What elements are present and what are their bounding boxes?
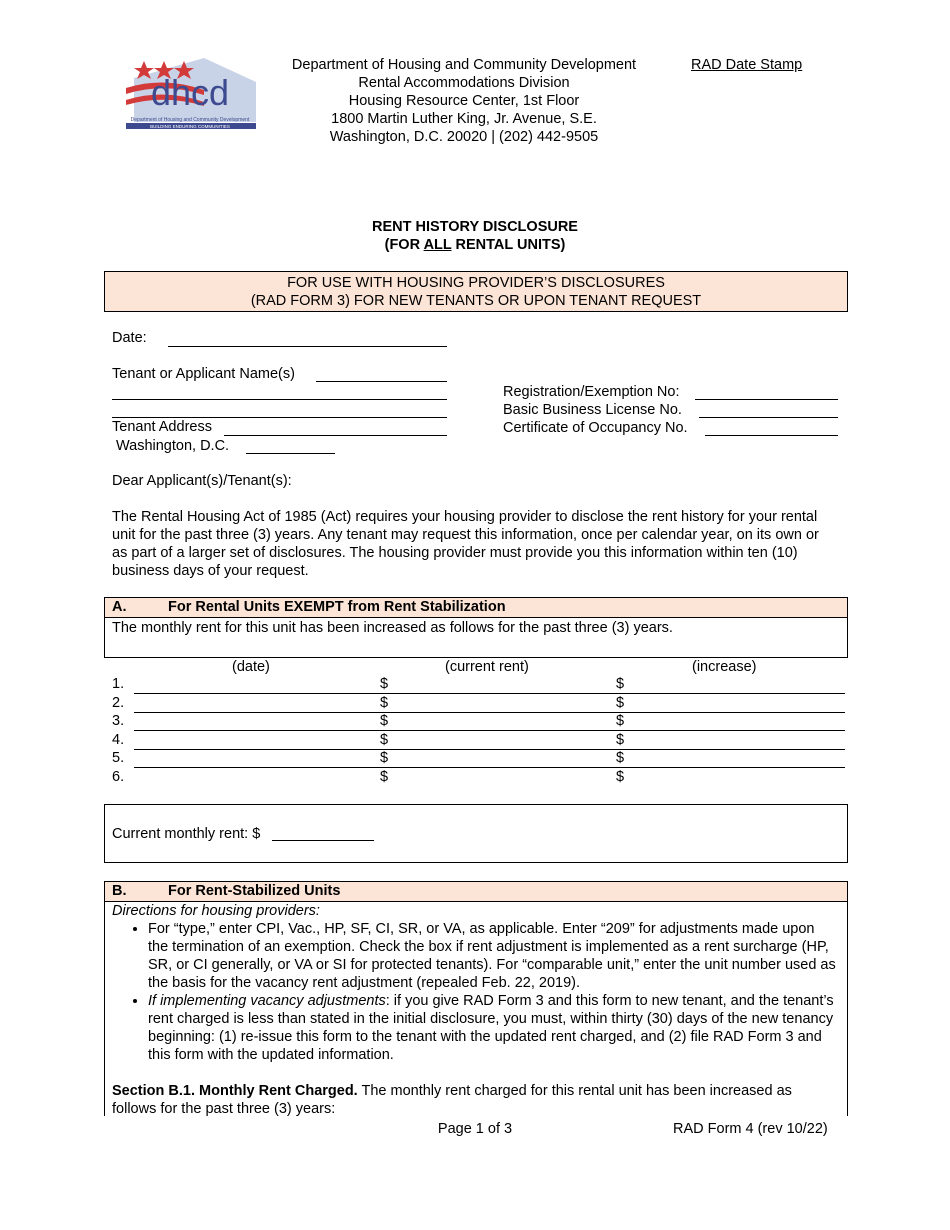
current-rent-currency: $ <box>380 769 389 785</box>
increase-currency: $ <box>616 695 625 711</box>
tenant-address-label: Tenant Address <box>112 419 212 435</box>
current-rent-currency: $ <box>380 713 389 729</box>
occupancy-label: Certificate of Occupancy No. <box>503 420 688 436</box>
title-text: (FOR <box>384 237 424 253</box>
section-title: For Rent-Stabilized Units <box>168 883 341 899</box>
section-letter: B. <box>112 883 127 899</box>
address-line: Washington, D.C. 20020 | (202) 442-9505 <box>329 129 599 145</box>
svg-text:Department of Housing and Comm: Department of Housing and Community Development <box>130 117 250 123</box>
section-b-body <box>105 902 847 1116</box>
zip-field[interactable] <box>246 453 335 454</box>
license-field[interactable] <box>699 417 838 418</box>
tenant-name-label: Tenant or Applicant Name(s) <box>112 366 295 382</box>
section-letter: A. <box>112 599 127 615</box>
row-number: 4. <box>112 732 125 748</box>
section-a-body: The monthly rent for this unit has been increased as follows for the past three (3) years. <box>112 620 673 636</box>
rent-history-row-line[interactable] <box>134 730 845 731</box>
rent-history-row-line[interactable] <box>134 712 845 713</box>
section-b-header <box>105 882 847 902</box>
form-title <box>275 218 675 254</box>
increase-currency: $ <box>616 676 625 692</box>
city-label: Washington, D.C. <box>116 438 230 454</box>
increase-currency: $ <box>616 769 625 785</box>
row-number: 6. <box>112 769 125 785</box>
usage-notice <box>104 271 848 312</box>
rad-date-stamp: RAD Date Stamp <box>691 57 803 73</box>
dhcd-logo <box>124 58 258 130</box>
tenant-name-field[interactable] <box>316 381 447 382</box>
section-a-header <box>105 598 847 618</box>
form-version: RAD Form 4 (rev 10/22) <box>673 1121 828 1137</box>
intro-paragraph: The Rental Housing Act of 1985 (Act) requires your housing provider to disclose the rent history for your rental unit for the past three (3) years. Any tenant may request this information, once per calendar year, on its own or as part of a larger set of disclosures. The housing provider must provide you this information within ten (10) business days of your request. <box>112 509 819 579</box>
current-rent-box <box>104 804 848 863</box>
increase-currency: $ <box>616 732 625 748</box>
current-rent-currency: $ <box>380 695 389 711</box>
notice-line: (RAD FORM 3) FOR NEW TENANTS OR UPON TENANT REQUEST <box>250 293 702 309</box>
section-b-box <box>104 881 848 1116</box>
rent-history-row-line[interactable] <box>134 693 845 694</box>
tenant-address-field[interactable] <box>224 435 447 436</box>
section-b1-intro <box>112 1082 837 1116</box>
row-number: 3. <box>112 713 125 729</box>
occupancy-field[interactable] <box>705 435 838 436</box>
current-rent-currency: $ <box>380 676 389 692</box>
svg-text:BUILDING ENDURING COMMUNITIES: BUILDING ENDURING COMMUNITIES <box>150 124 230 129</box>
title-line: RENT HISTORY DISCLOSURE <box>372 219 578 235</box>
address-line: 1800 Martin Luther King, Jr. Avenue, S.E. <box>331 111 597 127</box>
svg-text:dhcd: dhcd <box>150 72 230 113</box>
registration-field[interactable] <box>695 399 838 400</box>
increase-currency: $ <box>616 713 625 729</box>
current-rent-currency: $ <box>380 732 389 748</box>
section-b1-text: The monthly rent charged for this rental unit has been increased as follows for the past three (3) years: <box>112 1083 792 1116</box>
direction-item <box>148 992 837 1064</box>
directions-list <box>112 920 837 1064</box>
page-number: Page 1 of 3 <box>437 1121 513 1137</box>
registration-label: Registration/Exemption No: <box>503 384 680 400</box>
date-label: Date: <box>112 330 147 346</box>
license-label: Basic Business License No. <box>503 402 682 418</box>
title-line <box>275 236 675 254</box>
section-b1-title: Section B.1. Monthly Rent Charged. <box>112 1083 358 1099</box>
direction-item: • For “type,” enter CPI, Vac., HP, SF, CI, SR, or VA, as applicable. Enter “209” for adjustments made upon the termination of an exemption. Check the box if rent adjustment is implemented as a rent surcharge (HP, SR, or CI generally, or VA or SI for protected tenants). For “comparable unit,” enter the unit number used as the basis for the vacancy rent adjustment (repealed Feb. 22, 2019). <box>148 920 837 992</box>
direction-text: : if you give RAD Form 3 and this form to new tenant, and the tenant’s rent charged is less than stated in the initial disclosure, you must, within thirty (30) days of the new tenancy beginning: (1) re-issue this form to the tenant with the updated rent charged, and (2) file RAD Form 3 and this form with the updated information. <box>148 993 834 1063</box>
address-line: Department of Housing and Community Development <box>291 57 637 73</box>
title-emphasis: ALL <box>423 237 452 253</box>
row-number: 5. <box>112 750 125 766</box>
title-text: RENTAL UNITS) <box>451 237 566 253</box>
rent-history-row-line[interactable] <box>134 767 845 768</box>
address-line: Housing Resource Center, 1st Floor <box>348 93 580 109</box>
current-rent-currency: $ <box>380 750 389 766</box>
row-number: 1. <box>112 676 125 692</box>
column-date: (date) <box>232 659 270 675</box>
increase-currency: $ <box>616 750 625 766</box>
date-field[interactable] <box>168 346 447 347</box>
current-rent-field[interactable] <box>272 840 374 841</box>
section-title: For Rental Units EXEMPT from Rent Stabilization <box>168 599 506 615</box>
row-number: 2. <box>112 695 125 711</box>
column-increase: (increase) <box>692 659 757 675</box>
agency-address <box>264 56 664 146</box>
rent-history-row-line[interactable] <box>134 749 845 750</box>
notice-line: FOR USE WITH HOUSING PROVIDER’S DISCLOSURES <box>287 275 665 291</box>
current-rent-label: Current monthly rent: $ <box>112 826 261 842</box>
address-line: Rental Accommodations Division <box>358 75 570 91</box>
directions-label: Directions for housing providers: <box>112 903 320 919</box>
greeting: Dear Applicant(s)/Tenant(s): <box>112 473 292 489</box>
column-current-rent: (current rent) <box>445 659 529 675</box>
direction-emphasis: If implementing vacancy adjustments <box>148 993 386 1009</box>
tenant-name-field-2[interactable] <box>112 399 447 400</box>
section-a-box <box>104 597 848 658</box>
